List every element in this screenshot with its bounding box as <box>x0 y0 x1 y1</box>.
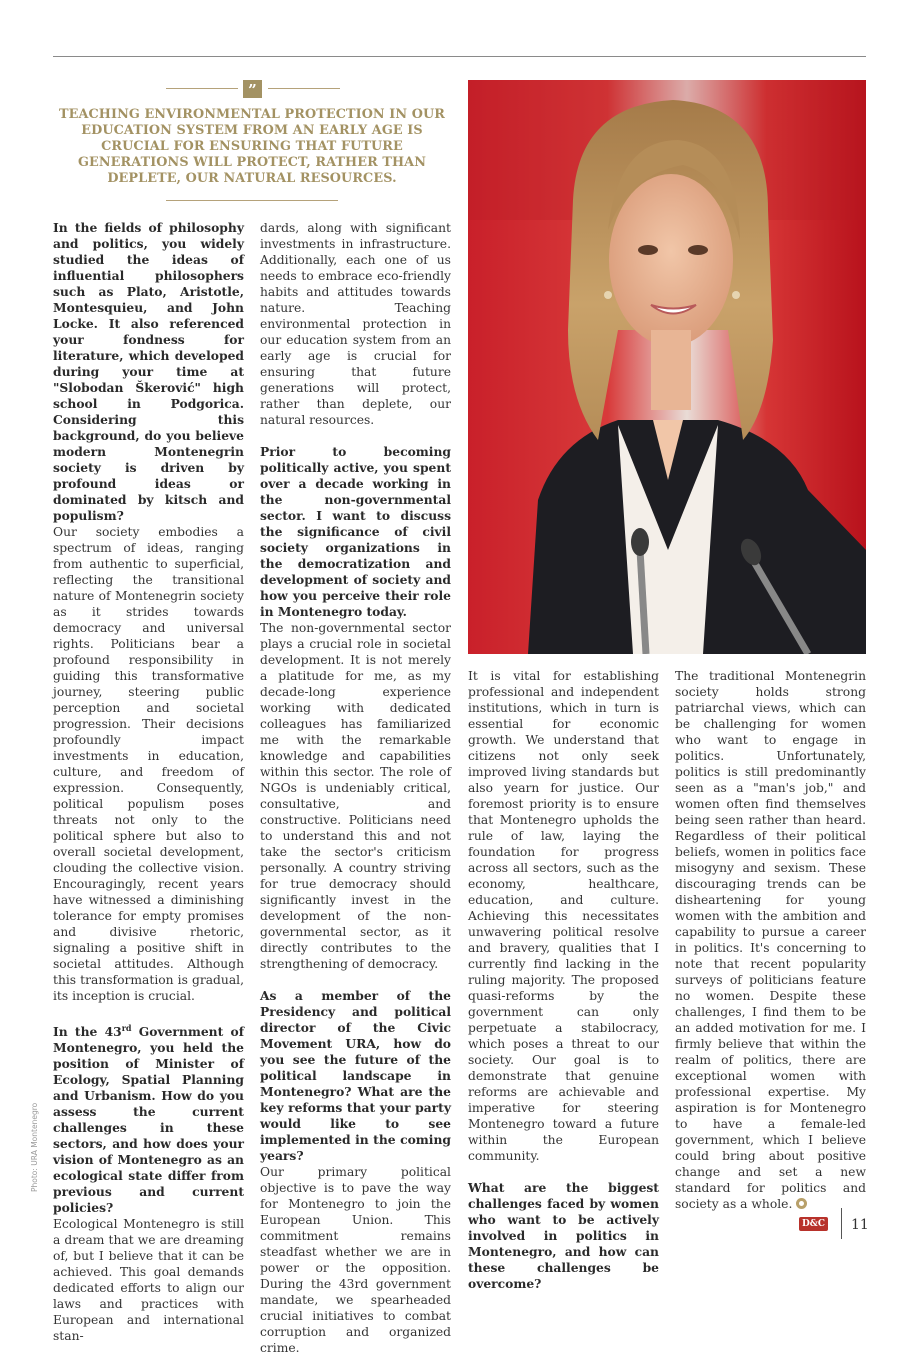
column-4 <box>675 668 866 1212</box>
photo-credit: Photo: URA Montenegro <box>30 1102 39 1192</box>
magazine-logo: D&C <box>799 1217 828 1231</box>
pull-quote-text: TEACHING ENVIRONMENTAL PROTECTION IN OUR EDUCATION SYSTEM FROM AN EARLY AGE IS CRUCIAL FOR ENSURING THAT FUTURE GENERATIONS WILL PROTECT, RATHER THAN DEPLETE, OUR NATURAL RESOURCES. <box>59 107 445 186</box>
question-2 <box>53 1020 244 1216</box>
portrait-illustration <box>468 80 866 654</box>
top-rule <box>53 56 866 57</box>
question-5: What are the biggest challenges faced by women who want to be actively involved in politics in Montenegro, and how can these challenges be overcome? <box>468 1180 659 1291</box>
column-2 <box>260 220 451 1356</box>
question-1: In the fields of philosophy and politics, you widely studied the ideas of influential philosophers such as Plato, Aristotle, Montesquieu, and John Locke. It also referenced your fondness for literature, which developed during your time at "Slobodan Škerović" high school in Podgorica. Considering this background, do you believe modern Montenegrin society is driven by profound ideas or dominated by kitsch and populism? <box>53 220 244 523</box>
question-2-superscript: rd <box>121 1023 132 1033</box>
column-1 <box>53 220 244 1344</box>
answer-5-text: The traditional Montenegrin society holds strong patriarchal views, which can be challenging for women who want to engage in politics. Unfortunately, politics is still predominantly seen as a "man's job," and women often find themselves being seen rather than heard. Regardless of their political beliefs, women in politics face misogyny and sexism. These discouraging trends can be disheartening for young women with the ambition and capability to pursue a career in politics. It's concerning to note that recent popularity surveys of politicians feature no women. Despite these challenges, I find them to be an added motivation for me. I firmly believe that within the realm of politics, there are exceptional women with professional expertise. My aspiration is for Montenegro to have a female-led government, which I believe could bring about positive change and set a new standard for politics and society as a whole. <box>675 669 866 1211</box>
answer-4-continued: It is vital for establishing professional and independent institutions, which in turn is essential for economic growth. We understand that citizens not only seek improved living standards but also yearn for justice. Our foremost priority is to ensure that Montenegro upholds the rule of law, laying the foundation for progress across all sectors, such as the economy, healthcare, education, and culture. Achieving this necessitates unwavering political resolve and bravery, qualities that I currently find lacking in the ruling majority. The proposed quasi-reforms by the government can only perpetuate a stabilocracy, which poses a threat to our society. Our goal is to demonstrate that genuine reforms are achievable and imperative for steering Montenegro toward a future within the European community. <box>468 669 659 1163</box>
answer-5 <box>675 668 866 1212</box>
question-2-part: Government of Montenegro, you held the position of Minister of Ecology, Spatial Planning and Urbanism. How do you assess the current challenges in these sectors, and how does your vision of Montenegro as an ecological state differ from previous and current policies? <box>53 1024 244 1216</box>
answer-2-continued: dards, along with significant investments in infrastructure. Additionally, each one of us needs to embrace eco-friendly habits and attitudes towards nature. Teaching environmental protection in our education system from an early age is crucial for ensuring that future generations will protect, rather than deplete, our natural resources. <box>260 221 451 427</box>
question-2-part: In the 43 <box>53 1024 122 1040</box>
portrait-photo <box>468 80 866 654</box>
pull-quote-left-line <box>166 88 238 89</box>
pull-quote-bottom-line <box>166 200 338 201</box>
column-3 <box>468 668 659 1292</box>
answer-1: Our society embodies a spectrum of ideas, ranging from authentic to superficial, reflecting the transitional nature of Montenegrin society as it strides towards democracy and universal rights. Politicians bear a profound responsibility in guiding this transformative journey, steering public perception and societal progression. Their decisions profoundly impact investments in education, culture, and freedom of expression. Consequently, political populism poses threats not only to the political sphere but also to overall societal development, clouding the collective vision. Encouragingly, recent years have witnessed a diminishing tolerance for empty promises and divisive rhetoric, signaling a positive shift in societal attitudes. Although this transformation is gradual, its inception is crucial. <box>53 525 244 1003</box>
pull-quote-right-line <box>268 88 340 89</box>
answer-2: Ecological Montenegro is still a dream that we are dreaming of, but I believe that it can be achieved. This goal demands dedicated efforts to align our laws and practices with European and international stan- <box>53 1217 244 1344</box>
answer-4: Our primary political objective is to pave the way for Montenegro to join the European Union. This commitment remains steadfast whether we are in power or the opposition. During the 43rd government mandate, we spearheaded crucial initiatives to combat corruption and organized crime. <box>260 1165 451 1355</box>
footer-divider <box>841 1208 842 1239</box>
end-of-article-icon <box>796 1198 807 1209</box>
page-number: 11 <box>851 1217 869 1233</box>
question-3: Prior to becoming politically active, you spent over a decade working in the non-governmental sector. I want to discuss the significance of civil society organizations in the democratization and development of society and how you perceive their role in Montenegro today. <box>260 444 451 619</box>
question-4: As a member of the Presidency and political director of the Civic Movement URA, how do you see the future of the political landscape in Montenegro? What are the key reforms that your party would like to see implemented in the coming years? <box>260 988 451 1163</box>
quote-mark-icon: ” <box>243 80 262 98</box>
answer-3: The non-governmental sector plays a crucial role in societal development. It is not merely a platitude for me, as my decade-long experience working with dedicated colleagues has familiarized me with the remarkable knowledge and capabilities within this sector. The role of NGOs is undeniably critical, consultative, and constructive. Politicians need to understand this and not take the sector's criticism personally. A country striving for true democracy should significantly invest in the development of the non-governmental sector, as it directly contributes to the strengthening of democracy. <box>260 621 451 971</box>
